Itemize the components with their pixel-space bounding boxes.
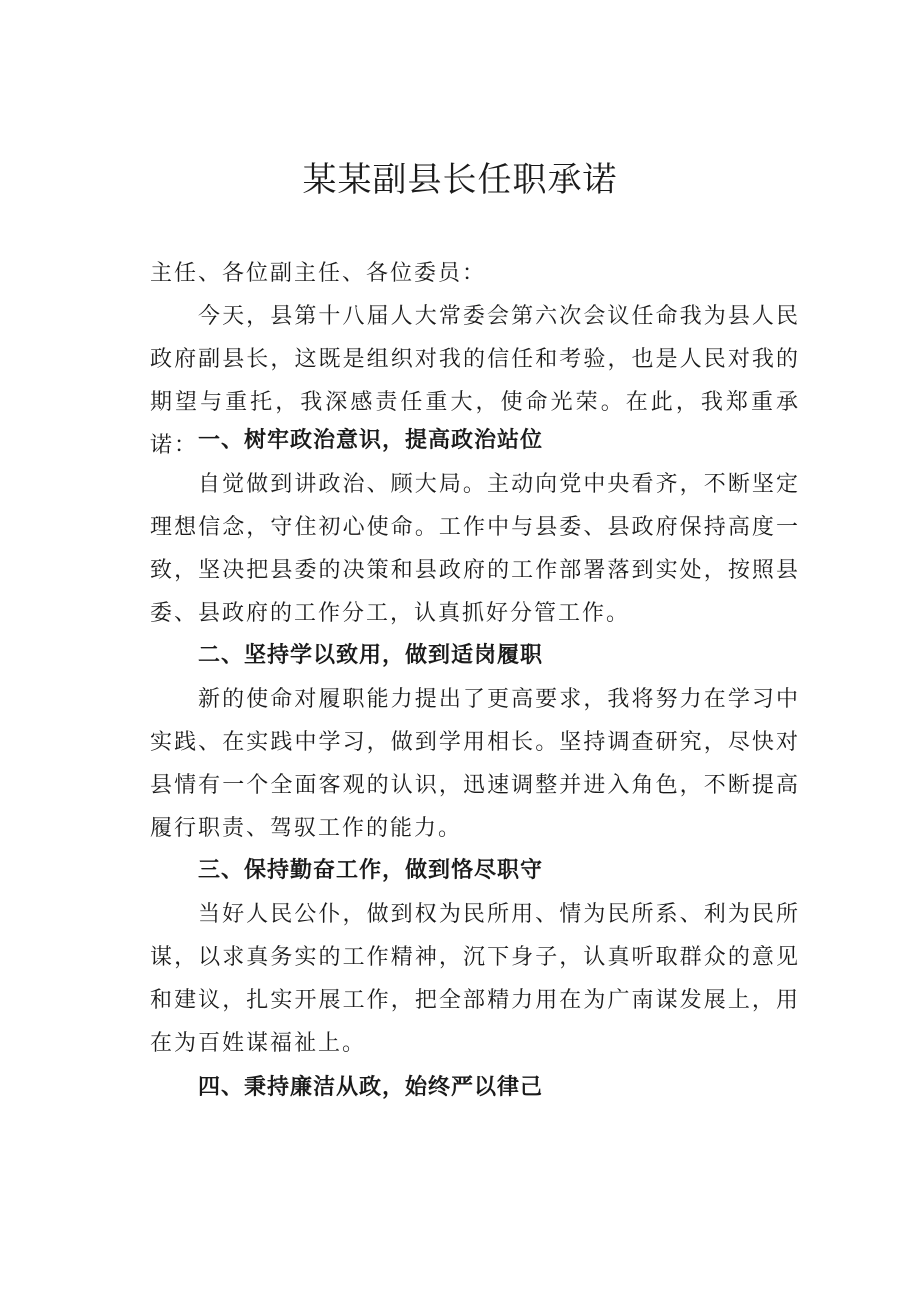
section-heading-2: 二、坚持学以致用，做到适岗履职 [198,643,544,668]
section-paragraph-1: 自觉做到讲政治、顾大局。主动向党中央看齐，不断坚定理想信念，守住初心使命。工作中与县委、县政府保持高度一致，坚决把县委的决策和县政府的工作部署落到实处，按照县委、县政府的工作分工，认真抓好分管工作。 [150,472,800,626]
section-heading-4: 四、秉持廉洁从政，始终严以律己 [198,1075,544,1100]
section-heading-3: 三、保持勤奋工作，做到恪尽职守 [198,858,544,883]
document-title: 某某副县长任职承诺 [302,160,618,200]
intro-paragraph: 今天，县第十八届人大常委会第六次会议任命我为县人民政府副县长，这既是组织对我的信任和考验，也是人民对我的期望与重托，我深感责任重大，使命光荣。在此，我郑重承诺： [150,304,800,458]
section-paragraph-2: 新的使命对履职能力提出了更高要求，我将努力在学习中实践、在实践中学习，做到学用相长。坚持调查研究，尽快对县情有一个全面客观的认识，迅速调整并进入角色，不断提高履行职责、驾驭工作的能力。 [150,687,800,841]
section-heading-1: 一、树牢政治意识，提高政治站位 [198,428,544,453]
section-paragraph-3: 当好人民公仆，做到权为民所用、情为民所系、利为民所谋，以求真务实的工作精神，沉下身子，认真听取群众的意见和建议，扎实开展工作，把全部精力用在为广南谋发展上，用在为百姓谋福祉上。 [150,902,800,1056]
salutation: 主任、各位副主任、各位委员： [150,261,487,286]
